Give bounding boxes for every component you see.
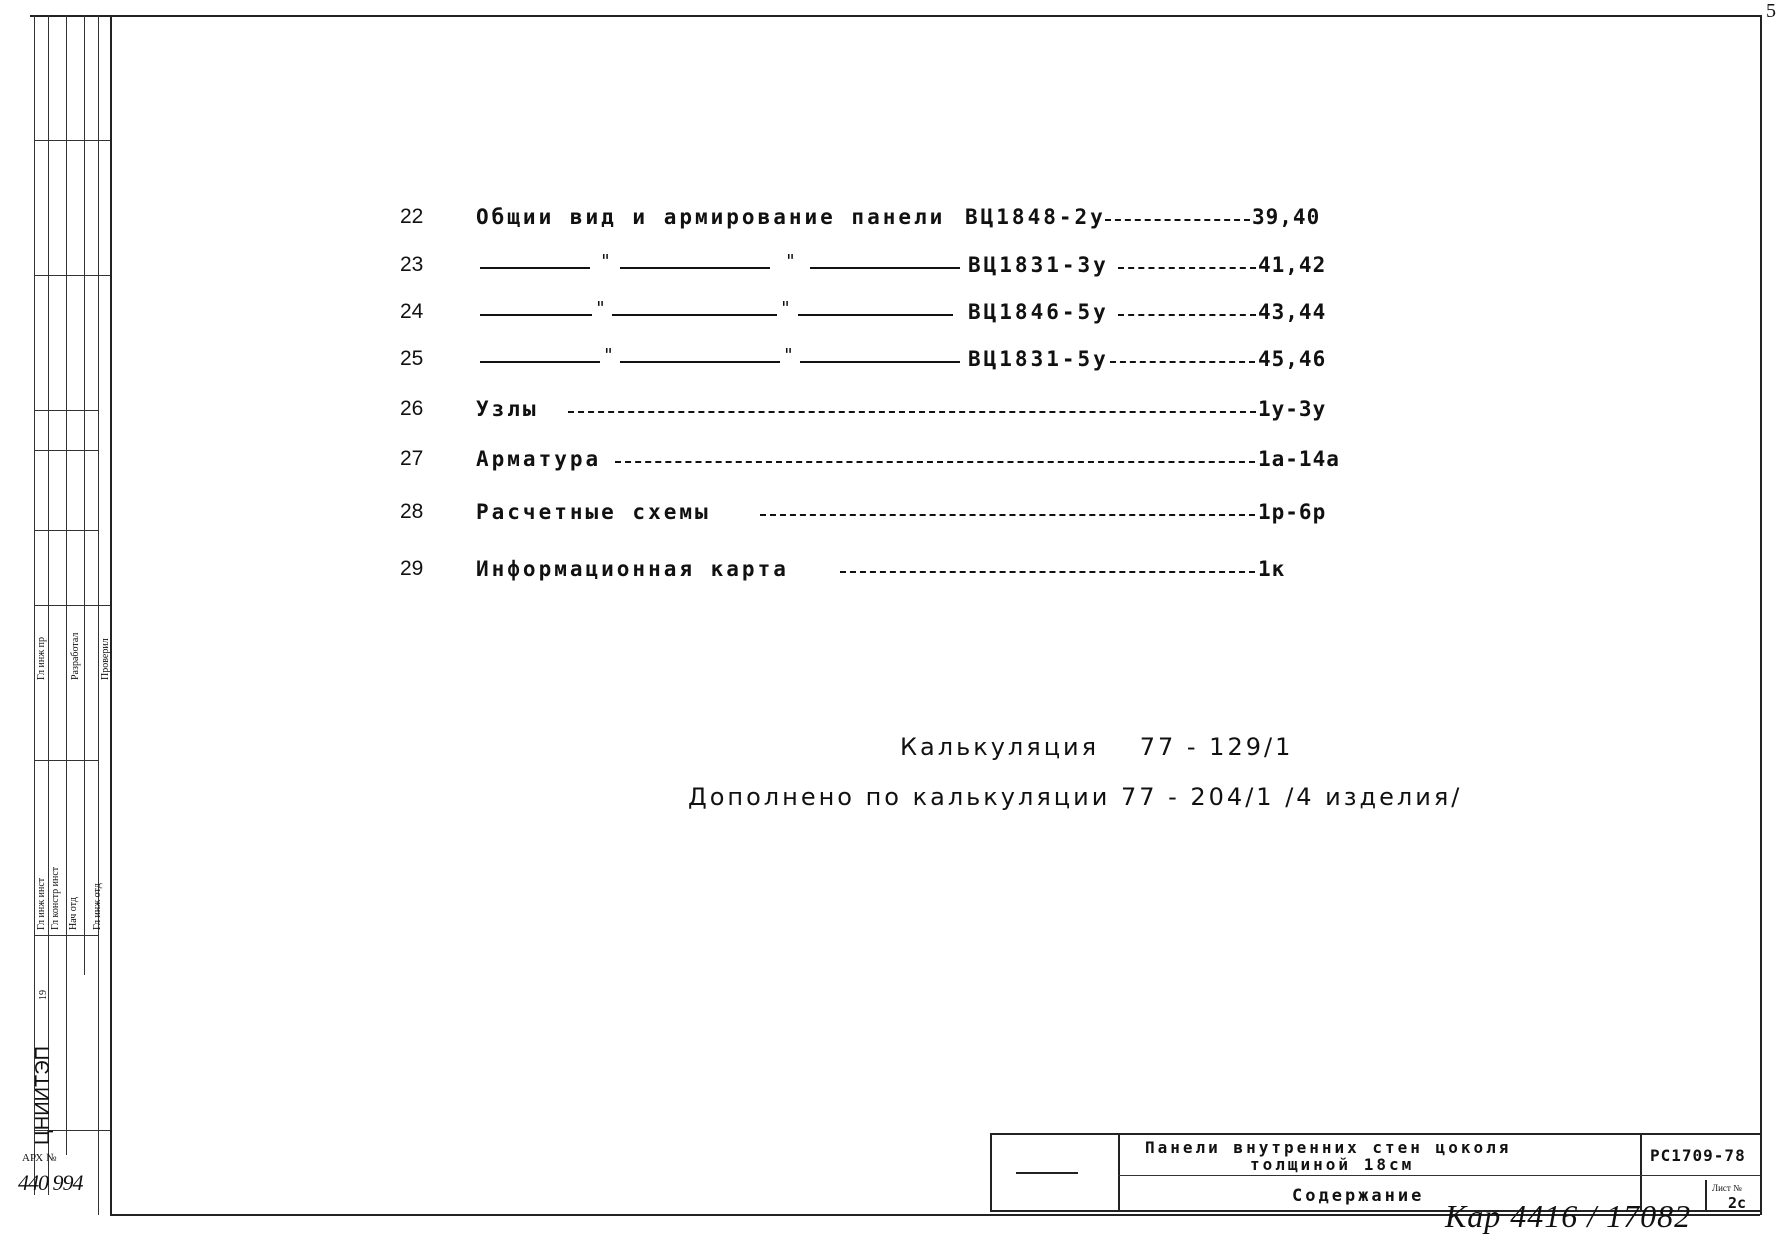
calculation-line1 [900, 733, 1293, 761]
toc-code: ВЦ1848-2у [965, 205, 1106, 229]
side-stamp-line [34, 760, 98, 761]
side-stamp-label: Гл инж пр [36, 637, 47, 680]
toc-leader [1110, 361, 1255, 363]
toc-row [400, 557, 1350, 587]
toc-row [400, 300, 1350, 330]
sheet-label: Лист № [1712, 1183, 1742, 1193]
frame-right [1760, 15, 1762, 1215]
toc-leader [840, 571, 1255, 573]
calculation-line2: Дополнено по калькуляции 77 - 204/1 /4 изделия/ [688, 783, 1463, 811]
title-block-border [1705, 1180, 1707, 1211]
title-block-short-line [1016, 1172, 1078, 1174]
side-stamp-line [34, 605, 110, 606]
toc-num: 22 [400, 205, 424, 228]
toc-leader [1105, 219, 1250, 221]
toc-page: 39,40 [1252, 205, 1321, 229]
toc-ditto-mark: " [780, 298, 791, 319]
page-number: 5 [1766, 0, 1776, 22]
title-section: Содержание [1292, 1186, 1425, 1206]
toc-ditto-mark: " [600, 251, 611, 272]
toc-title: Арматура [476, 447, 602, 471]
toc-page: 1а-14а [1258, 447, 1340, 471]
toc-ditto-line [612, 314, 777, 316]
toc-ditto-line [480, 314, 592, 316]
toc-title: Информационная карта [476, 557, 789, 581]
toc-title: Узлы [476, 397, 539, 421]
toc-row [400, 347, 1350, 377]
frame-top [30, 15, 1760, 17]
side-stamp-line [34, 410, 98, 411]
toc-row [400, 397, 1350, 427]
calculation-number: 77 - 129/1 [1139, 733, 1294, 761]
toc-code: ВЦ1831-3у [968, 253, 1109, 277]
toc-row [400, 205, 1350, 235]
toc-num: 23 [400, 253, 424, 276]
side-stamp-label: Гл констр инст [50, 866, 61, 930]
side-stamp-line [98, 15, 99, 1215]
signature-note: Кар 4416 / 17082 [1445, 1198, 1692, 1234]
side-stamp-label: Гл инж инст [36, 877, 47, 930]
side-stamp-label: Нач отд [68, 897, 79, 930]
title-block-border [990, 1133, 1760, 1135]
toc-ditto-line [810, 267, 960, 269]
side-stamp-line [84, 15, 85, 975]
toc-title: Расчетные схемы [476, 500, 711, 524]
side-stamp-label: Гл инж отд [92, 883, 103, 930]
title-block-divider [1118, 1175, 1760, 1176]
toc-num: 27 [400, 447, 424, 470]
toc-leader [760, 514, 1255, 516]
title-line1: Панели внутренних стен цоколя [1145, 1138, 1512, 1157]
side-stamp-line [34, 935, 98, 936]
toc-row [400, 253, 1350, 283]
toc-ditto-line [620, 267, 770, 269]
toc-code: ВЦ1831-5у [968, 347, 1109, 371]
side-stamp-line [66, 15, 67, 1155]
toc-ditto-mark: " [603, 345, 614, 366]
toc-ditto-line [480, 361, 600, 363]
side-stamp-line [34, 530, 98, 531]
toc-num: 28 [400, 500, 424, 523]
side-stamp-label: Разработал [70, 632, 81, 680]
toc-num: 26 [400, 397, 424, 420]
toc-page: 1р-6р [1258, 500, 1327, 524]
toc-leader [1118, 314, 1256, 316]
toc-leader [615, 461, 1255, 463]
side-stamp-arch-number: 440 994 [18, 1170, 83, 1195]
toc-page: 43,44 [1258, 300, 1327, 324]
toc-ditto-line [798, 314, 953, 316]
toc-page: 41,42 [1258, 253, 1327, 277]
side-stamp-line [34, 140, 110, 141]
toc-code: ВЦ1846-5у [968, 300, 1109, 324]
toc-leader [1118, 267, 1256, 269]
toc-ditto-line [620, 361, 780, 363]
side-stamp-org: ЦНИИТЭП [32, 1046, 54, 1145]
frame-left [110, 15, 112, 1215]
toc-row [400, 447, 1350, 477]
toc-ditto-mark: " [595, 298, 606, 319]
toc-leader [568, 411, 1256, 413]
toc-ditto-mark: " [785, 251, 796, 272]
toc-num: 29 [400, 557, 424, 580]
side-stamp-line [34, 450, 98, 451]
toc-ditto-line [480, 267, 590, 269]
toc-page: 1к [1258, 557, 1286, 581]
title-block-border [1118, 1133, 1120, 1211]
toc-ditto-line [800, 361, 960, 363]
title-code: РС1709-78 [1650, 1146, 1746, 1165]
side-stamp-year: 19 [38, 990, 49, 1000]
sheet-number: 2с [1728, 1194, 1747, 1212]
toc-num: 25 [400, 347, 424, 370]
side-stamp-arch-label: АРХ № [22, 1152, 57, 1164]
toc-row [400, 500, 1350, 530]
toc-num: 24 [400, 300, 424, 323]
toc-ditto-mark: " [783, 345, 794, 366]
side-stamp-line [34, 275, 110, 276]
toc-title: Общии вид и армирование панели [476, 205, 946, 229]
toc-page: 1у-3у [1258, 397, 1327, 421]
toc-page: 45,46 [1258, 347, 1327, 371]
title-block-border [990, 1133, 992, 1211]
title-line2: толщиной 18см [1250, 1155, 1415, 1174]
calculation-label: Калькуляция [900, 733, 1100, 761]
side-stamp-label: Проверил [100, 638, 111, 680]
